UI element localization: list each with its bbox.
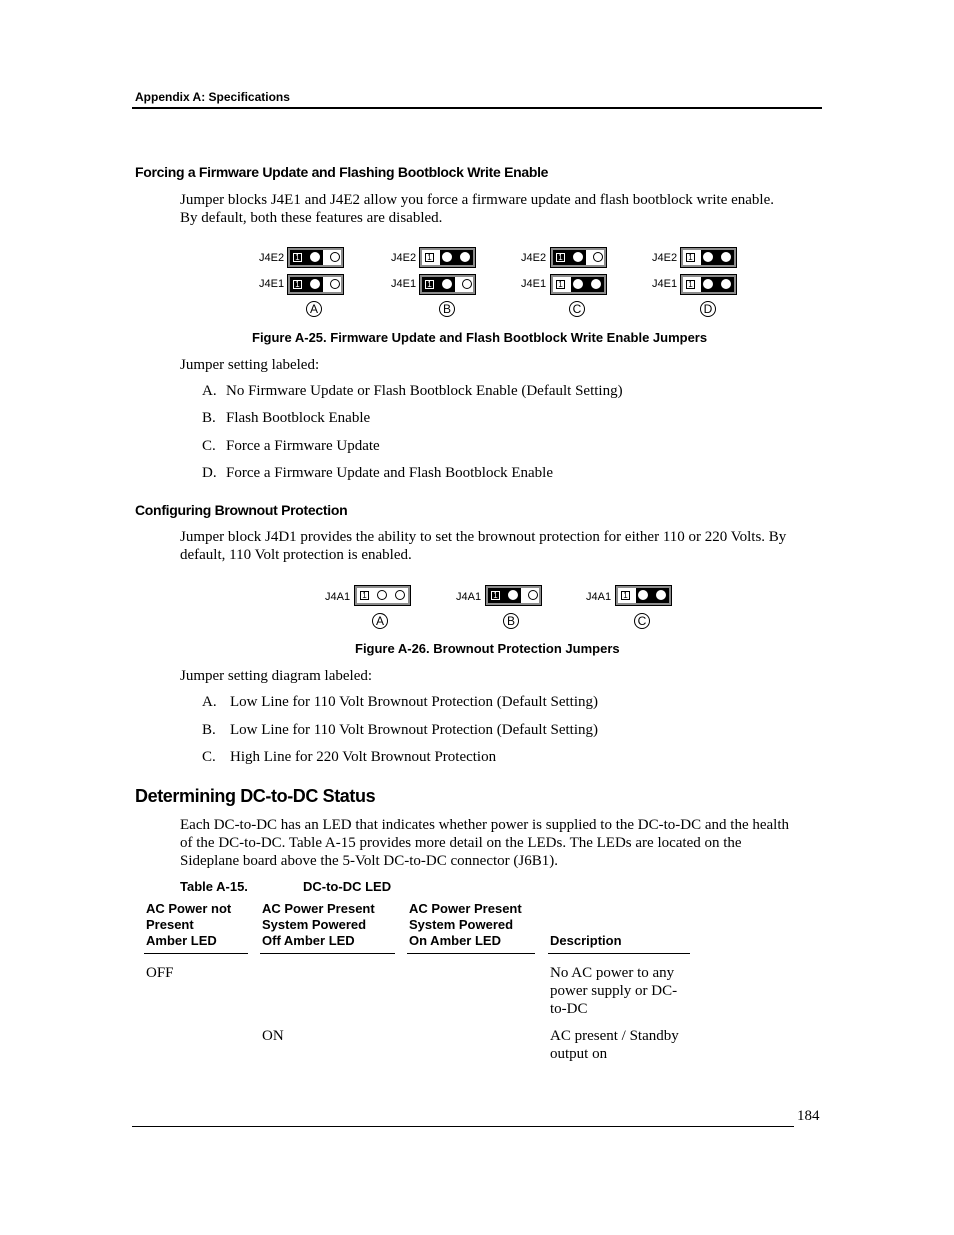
jumper-block-c-j4e2 (550, 247, 607, 268)
table-header-cell: AC Power Present System Powered Off Amber LED (262, 901, 375, 948)
header-rule (132, 107, 822, 109)
table-cell-description: No AC power to any power supply or DC- to-DC (550, 965, 678, 1017)
list-item: C. High Line for 220 Volt Brownout Protection (202, 749, 497, 765)
table-header-cell: AC Power Present System Powered On Amber LED (409, 901, 522, 948)
jumper-label-j4e1: J4E1 (652, 278, 678, 290)
paragraph-line: Jumper block J4D1 provides the ability to set the brownout protection for either 110 or 220 Volts. By (180, 529, 787, 545)
section-heading-brownout: Configuring Brownout Protection (135, 502, 348, 518)
paragraph-line: Jumper blocks J4E1 and J4E2 allow you force a firmware update and flash bootblock write enable. (180, 192, 774, 208)
figure-caption-a25: Figure A-25. Firmware Update and Flash Bootblock Write Enable Jumpers (252, 330, 708, 345)
pin1-marker: 1 (556, 253, 565, 262)
pin1-marker: 1 (556, 280, 565, 289)
pin1-marker: 1 (293, 253, 302, 262)
jumper-label-j4e1: J4E1 (521, 278, 547, 290)
paragraph-line: default, 110 Volt protection is enabled. (180, 547, 412, 563)
table-cell-description: AC present / Standby output on (550, 1028, 679, 1062)
jumper-block-c-j4e1 (550, 274, 607, 295)
pin1-marker: 1 (686, 253, 695, 262)
jumper-block-a-j4a1 (354, 585, 411, 606)
jumper-label-j4e2: J4E2 (259, 252, 285, 264)
pin1-marker: 1 (425, 253, 434, 262)
pin1-marker: 1 (360, 591, 369, 600)
list-item: A. Low Line for 110 Volt Brownout Protection (Default Setting) (202, 694, 599, 710)
list-item: B. Flash Bootblock Enable (202, 410, 371, 426)
list-item: B. Low Line for 110 Volt Brownout Protection (Default Setting) (202, 722, 599, 738)
jumper-block-a-j4e1 (287, 274, 344, 295)
pin1-marker: 1 (621, 591, 630, 600)
footer-rule (132, 1126, 794, 1127)
list-item: A. No Firmware Update or Flash Bootblock Enable (Default Setting) (202, 383, 623, 399)
figure-letter-a: A (372, 613, 388, 629)
jumper-label-j4e2: J4E2 (391, 252, 417, 264)
list-item: D. Force a Firmware Update and Flash Bootblock Enable (202, 465, 553, 481)
pin1-marker: 1 (686, 280, 695, 289)
jumper-label-j4e1: J4E1 (391, 278, 417, 290)
jumper-label-j4e1: J4E1 (259, 278, 285, 290)
list-intro: Jumper setting diagram labeled: (180, 668, 373, 684)
figure-letter-d: D (700, 301, 716, 317)
page-number: 184 (797, 1108, 820, 1124)
jumper-block-b-j4e2 (419, 247, 476, 268)
paragraph-line: By default, both these features are disabled. (180, 210, 443, 226)
jumper-label-j4a1: J4A1 (456, 591, 482, 603)
jumper-block-d-j4e2 (680, 247, 737, 268)
paragraph-line: Sideplane board above the 5-Volt DC-to-DC connector (J6B1). (180, 853, 558, 869)
table-title: DC-to-DC LED (303, 879, 392, 894)
table-header-cell: AC Power not Present Amber LED (146, 901, 232, 948)
header-rule (548, 953, 690, 954)
figure-letter-b: B (439, 301, 455, 317)
header-rule (260, 953, 395, 954)
jumper-block-a-j4e2 (287, 247, 344, 268)
figure-letter-c: C (634, 613, 650, 629)
jumper-label-j4e2: J4E2 (652, 252, 678, 264)
running-header: Appendix A: Specifications (135, 90, 290, 104)
jumper-label-j4a1: J4A1 (586, 591, 612, 603)
list-item: C. Force a Firmware Update (202, 438, 380, 454)
list-intro: Jumper setting labeled: (180, 357, 320, 373)
pin1-marker: 1 (491, 591, 500, 600)
jumper-block-b-j4e1 (419, 274, 476, 295)
header-rule (407, 953, 535, 954)
jumper-label-j4a1: J4A1 (325, 591, 351, 603)
jumper-label-j4e2: J4E2 (521, 252, 547, 264)
paragraph-line: of the DC-to-DC. Table A-15 provides more detail on the LEDs. The LEDs are located on the (180, 835, 742, 851)
jumper-block-b-j4a1 (485, 585, 542, 606)
section-heading-firmware: Forcing a Firmware Update and Flashing Bootblock Write Enable (135, 164, 549, 180)
pin1-marker: 1 (293, 280, 302, 289)
figure-caption-a26: Figure A-26. Brownout Protection Jumpers (355, 641, 620, 656)
figure-letter-b: B (503, 613, 519, 629)
table-number: Table A-15. (180, 879, 248, 894)
jumper-block-c-j4a1 (615, 585, 672, 606)
table-cell: OFF (146, 965, 174, 981)
pin1-marker: 1 (425, 280, 434, 289)
paragraph-line: Each DC-to-DC has an LED that indicates whether power is supplied to the DC-to-DC and the health (180, 817, 790, 833)
table-cell: ON (262, 1028, 284, 1044)
section-heading-dc-status: Determining DC-to-DC Status (135, 786, 376, 806)
jumper-block-d-j4e1 (680, 274, 737, 295)
table-header-cell: Description (550, 933, 622, 948)
figure-letter-a: A (306, 301, 322, 317)
figure-letter-c: C (569, 301, 585, 317)
header-rule (144, 953, 248, 954)
